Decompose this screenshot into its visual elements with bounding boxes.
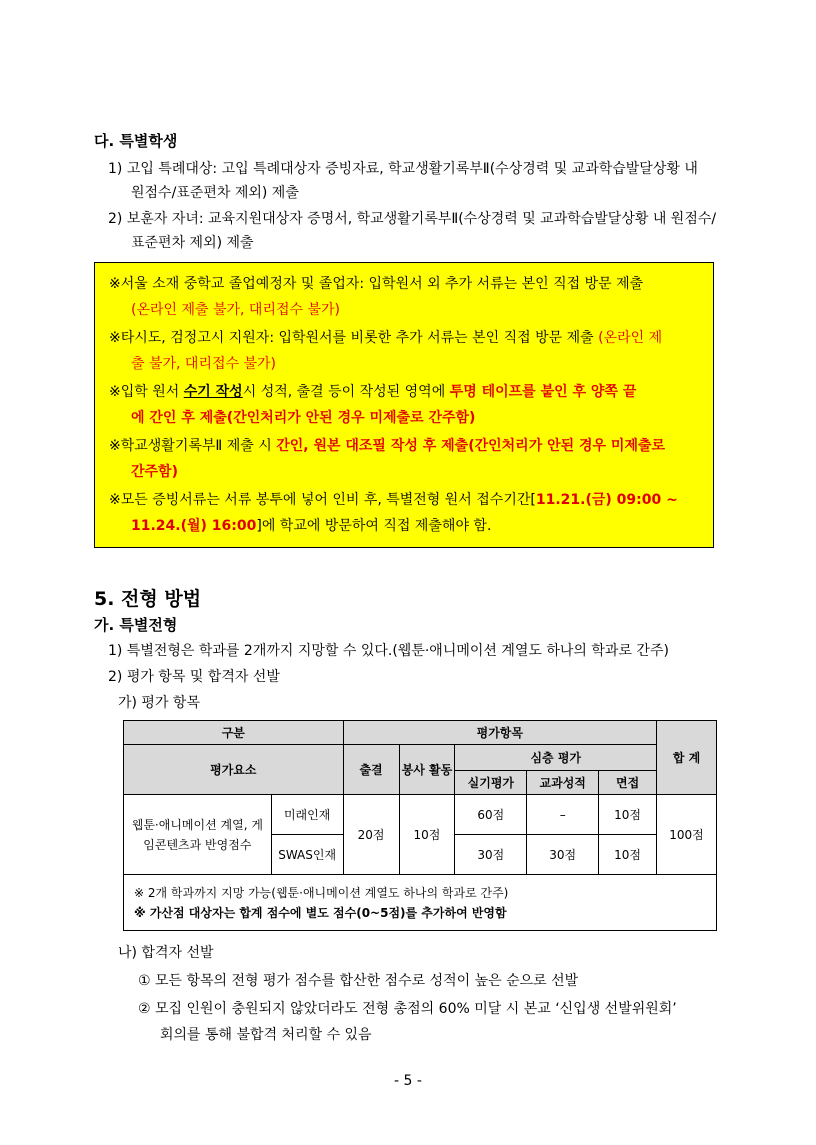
header-eval-element: 평가요소 <box>124 745 344 795</box>
table-note2: ※ 가산점 대상자는 합계 점수에 별도 점수(0~5점)를 추가하여 반영함 <box>134 905 507 920</box>
header-grades: 교과성적 <box>527 771 599 795</box>
notice4-line1 <box>109 435 665 457</box>
notice5-red-date: 11.24.(월) 16:00 <box>131 518 257 534</box>
section-heading-special-students: 다. 특별학생 <box>94 132 178 150</box>
notice1-line1: ※서울 소재 중학교 졸업예정자 및 졸업자: 입학원서 외 추가 서류는 본인 직접 방문 제출 <box>109 276 644 292</box>
header-attendance: 출결 <box>343 745 399 795</box>
notice5-red: 11.21.(금) 09:00 ~ <box>535 492 678 508</box>
table-notes <box>124 875 717 931</box>
row-label-swas-talent: SWAS인재 <box>271 835 343 875</box>
header-volunteer: 봉사 활동 <box>399 745 455 795</box>
header-total: 합 계 <box>657 721 717 795</box>
notice5-line1 <box>109 489 678 511</box>
notice4-text: ※학교생활기록부Ⅱ 제출 시 <box>109 438 277 454</box>
notice3-text-c: 시 성적, 출결 등이 작성된 영역에 <box>242 384 450 400</box>
notice3-underline: 수기 작성 <box>183 384 243 400</box>
item2-line1: 2) 보훈자 자녀: 교육지원대상자 증명서, 학교생활기록부Ⅱ(수상경력 및 교과학습발달상황 내 원점수/ <box>108 211 717 227</box>
item2-line2: 표준편차 제외) 제출 <box>131 235 254 251</box>
cell-volunteer-score: 10점 <box>399 795 455 875</box>
notice2-red: (온라인 제 <box>598 330 663 346</box>
header-eval-items: 평가항목 <box>343 721 656 745</box>
notice5-text: ※모든 증빙서류는 서류 봉투에 넣어 인비 후, 특별전형 원서 접수기간[ <box>109 492 536 508</box>
section5-sub-eval: 가) 평가 항목 <box>118 695 200 711</box>
notice5-line2 <box>131 515 491 537</box>
notice3-text-a: ※입학 원서 <box>109 384 184 400</box>
cell-r2-practical: 30점 <box>455 835 527 875</box>
header-indepth: 심층 평가 <box>455 745 657 771</box>
row-group-label: 웹툰·애니메이션 계열, 게임콘텐츠과 반영점수 <box>124 795 272 875</box>
section5-title: 5. 전형 방법 <box>94 588 202 610</box>
notice2-text: ※타시도, 검정고시 지원자: 입학원서를 비롯한 추가 서류는 본인 직접 방문 제출 <box>109 330 599 346</box>
notice4-line2: 간주함) <box>131 464 178 480</box>
notice3-red: 투명 테이프를 붙인 후 양쪽 끝 <box>449 384 637 400</box>
notice2-line1 <box>109 327 662 349</box>
selection-title: 나) 합격자 선발 <box>118 945 214 961</box>
cell-r1-interview: 10점 <box>599 795 657 835</box>
evaluation-table <box>123 720 717 931</box>
item1-line2: 원점수/표준편차 제외) 제출 <box>131 185 299 201</box>
cell-r1-grades: – <box>527 795 599 835</box>
notice3-line2: 에 간인 후 제출(간인처리가 안된 경우 미제출로 간주함) <box>131 410 476 426</box>
selection-item2-line2: 회의를 통해 불합격 처리할 수 있음 <box>160 1027 372 1043</box>
notice2-line2: 출 불가, 대리접수 불가) <box>131 356 276 372</box>
cell-attendance-score: 20점 <box>343 795 399 875</box>
section5-item1: 1) 특별전형은 학과를 2개까지 지망할 수 있다.(웹툰·애니메이션 계열도 하나의 학과로 간주) <box>108 643 669 659</box>
header-gubun: 구분 <box>124 721 344 745</box>
selection-item2-line1: ② 모집 인원이 충원되지 않았더라도 전형 총점의 60% 미달 시 본교 ‘신입생 선발위원회’ <box>138 1001 677 1017</box>
notice3-line1 <box>109 381 636 403</box>
cell-r2-grades: 30점 <box>527 835 599 875</box>
cell-r2-interview: 10점 <box>599 835 657 875</box>
header-interview: 면접 <box>599 771 657 795</box>
row-label-future-talent: 미래인재 <box>271 795 343 835</box>
notice-box <box>94 262 714 548</box>
header-practical: 실기평가 <box>455 771 527 795</box>
notice5-text-end: ]에 학교에 방문하여 직접 제출해야 함. <box>256 518 492 534</box>
notice4-red: 간인, 원본 대조필 작성 후 제출(간인처리가 안된 경우 미제출로 <box>276 438 666 454</box>
notice1-line2: (온라인 제출 불가, 대리접수 불가) <box>131 302 340 318</box>
section5-item2: 2) 평가 항목 및 합격자 선발 <box>108 669 280 685</box>
item1-line1: 1) 고입 특례대상: 고입 특례대상자 증빙자료, 학교생활기록부Ⅱ(수상경력 및 교과학습발달상황 내 <box>108 161 698 177</box>
page-number: - 5 - <box>394 1073 422 1089</box>
table-note1: ※ 2개 학과까지 지망 가능(웹툰·애니메이션 계열도 하나의 학과로 간주) <box>134 885 509 900</box>
cell-r1-practical: 60점 <box>455 795 527 835</box>
selection-item1: ① 모든 항목의 전형 평가 점수를 합산한 점수로 성적이 높은 순으로 선발 <box>138 973 579 989</box>
section5-sub-special: 가. 특별전형 <box>94 616 178 634</box>
cell-total-score: 100점 <box>657 795 717 875</box>
